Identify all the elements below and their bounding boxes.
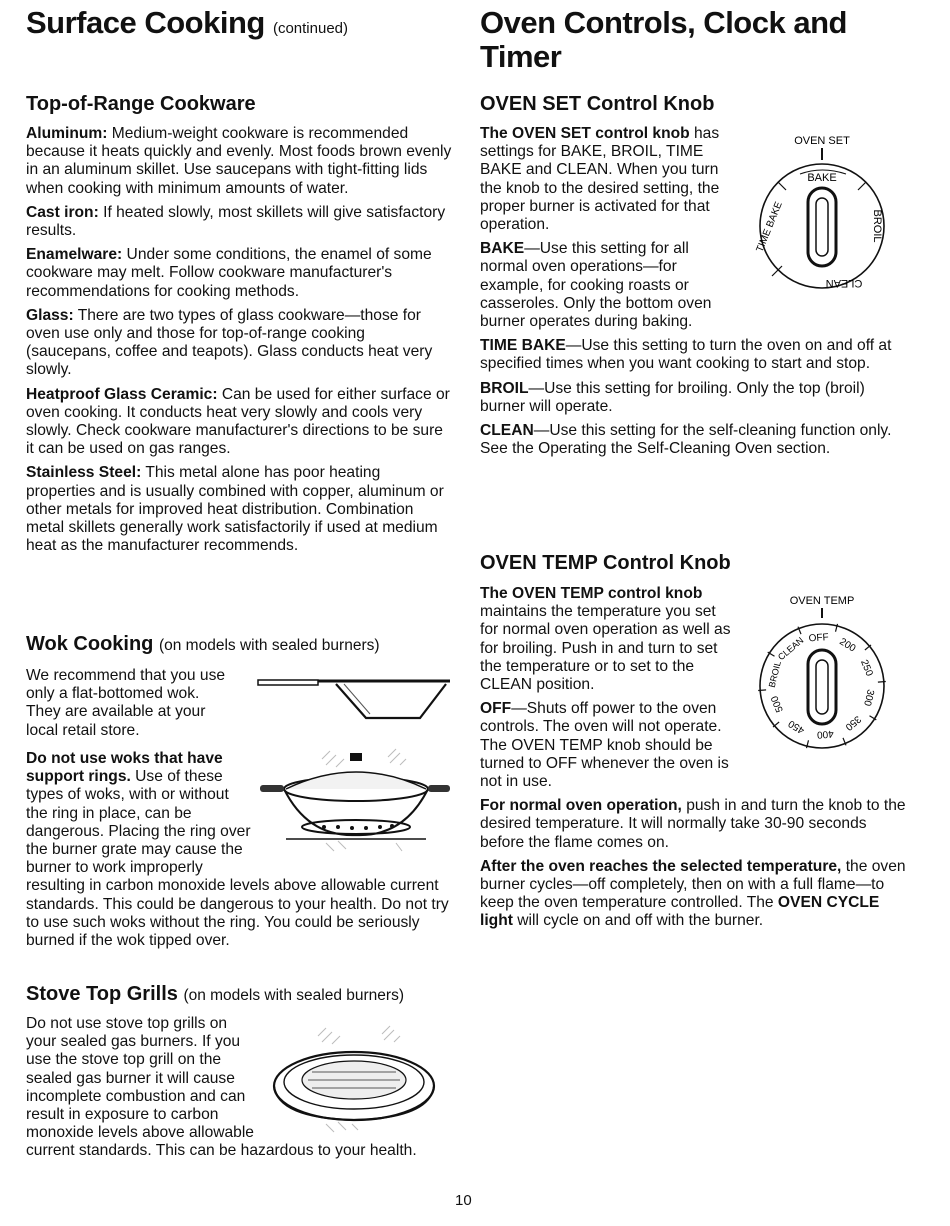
cookware-item-glass: Glass: There are two types of glass cookware—those for oven use only and those for top-of-range cooking (saucepans, coffee and teapots). Glass conducts heat very slowly. <box>26 306 433 379</box>
oven-temp-off: OFF—Shuts off power to the oven controls. The oven will not operate. The OVEN TEMP knob should be turned to OFF whenever the oven is not in use. <box>480 700 729 791</box>
oven-temp-intro: The OVEN TEMP control knob maintains the temperature you set for normal oven operation as well as for broiling. Push in and turn to set the temperature or to set to the CLEAN position. <box>480 585 731 694</box>
heading-oven-set-knob: OVEN SET Control Knob <box>480 93 715 115</box>
oven-temp-mark-off: OFF <box>808 632 830 645</box>
oven-temp-mark-broil: BROIL <box>766 659 783 689</box>
oven-set-knob-label: OVEN SET <box>794 135 850 147</box>
heading-wok-cooking: Wok Cooking (on models with sealed burners) <box>26 633 380 655</box>
oven-set-bake: BAKE—Use this setting for all normal oven operations—for example, for cooking roasts or casseroles. Only the bottom oven burner operates during baking. <box>480 240 712 331</box>
oven-temp-mark-400: 400 <box>816 727 834 740</box>
cookware-item-enamelware: Enamelware: Under some conditions, the enamel of some cookware may melt. Follow cookware manufacturer's recommendations for cooking methods. <box>26 246 432 300</box>
page-number: 10 <box>455 1192 472 1209</box>
oven-temp-normal-operation: For normal oven operation, push in and turn the knob to the desired temperature. It will normally take 30-90 seconds before the flame comes on. <box>480 797 906 851</box>
oven-set-knob-grip <box>808 188 836 266</box>
oven-temp-after-reaches: After the oven reaches the selected temperature, the oven burner cycles—off completely, then on with a full flame—to keep the oven temperature controlled. The OVEN CYCLE light will cycle on and off with the burner. <box>480 857 906 930</box>
cookware-item-cast-iron: Cast iron: If heated slowly, most skillets will give satisfactory results. <box>26 203 446 240</box>
oven-temp-knob-grip <box>808 650 836 724</box>
oven-set-mark-bake: BAKE <box>807 172 837 184</box>
oven-temp-mark-200: 200 <box>837 636 858 655</box>
oven-set-mark-time-bake: TIME BAKE <box>754 200 785 254</box>
cookware-item-glass-ceramic: Heatproof Glass Ceramic: Can be used for either surface or oven cooking. It conducts heat very slowly and cools very slowly. Check cookware manufacturer's directions to be sure it can be used on gas ranges. <box>26 385 450 458</box>
heading-top-of-range-cookware: Top-of-Range Cookware <box>26 93 256 115</box>
oven-temp-mark-250: 250 <box>858 658 875 678</box>
flat-bottom-wok-illustration <box>254 668 454 724</box>
oven-temp-mark-450: 450 <box>786 717 807 736</box>
oven-set-knob[interactable] <box>742 128 902 304</box>
oven-temp-knob-label: OVEN TEMP <box>789 595 855 607</box>
oven-set-broil: BROIL—Use this setting for broiling. Only the top (broil) burner will operate. <box>480 379 865 415</box>
oven-temp-tick <box>878 682 886 683</box>
oven-set-time-bake: TIME BAKE—Use this setting to turn the oven on and off at specified times when you want cooking to start and stop. <box>480 337 892 373</box>
oven-temp-knob[interactable] <box>742 588 902 760</box>
wok-warning: Do not use woks that have support rings. Use of these types of woks, with or without the ring in place, can be dangerous. Placing the ring over the burner grate may cause the burner to work improperly resulting in carbon monoxide levels above allowable current standards. This could be dangerous to your health. Do not try to use such woks without the ring. You could be seriously burned if the wok tipped over. <box>26 750 449 950</box>
section-title-oven-controls: Oven Controls, Clock and Timer <box>480 5 847 74</box>
section-title-surface-cooking <box>26 6 348 46</box>
oven-set-intro: The OVEN SET control knob has settings for BAKE, BROIL, TIME BAKE and CLEAN. When you turn the knob to the desired setting, the proper burner is activated for that operation. <box>480 125 720 234</box>
cookware-item-aluminum: Aluminum: Medium-weight cookware is recommended because it heats quickly and evenly. Most foods brown evenly in an aluminum skillet. Use saucepans with tight-fitting lids when cooking with minimum amounts of water. <box>26 125 452 197</box>
wok-paragraph: We recommend that you use only a flat-bottomed wok. They are available at your local retail store. <box>26 667 226 739</box>
oven-temp-tick <box>758 690 766 691</box>
heading-stove-top-grills: Stove Top Grills (on models with sealed burners) <box>26 983 404 1005</box>
title-note: (continued) <box>272 20 348 37</box>
ring-wok-illustration <box>256 745 456 865</box>
oven-temp-mark-300: 300 <box>861 688 876 707</box>
oven-set-clean: CLEAN—Use this setting for the self-cleaning function only. See the Operating the Self-Cleaning Oven section. <box>480 422 892 458</box>
oven-set-mark-clean: CLEAN <box>825 277 863 289</box>
cookware-list <box>26 125 452 555</box>
oven-set-mark-broil: BROIL <box>871 209 883 243</box>
stove-top-grill-illustration <box>256 1020 452 1140</box>
oven-temp-mark-clean: CLEAN <box>775 635 806 663</box>
grills-paragraph: Do not use stove top grills on your sealed gas burners. If you use the stove top grill on the sealed gas burner it will cause incomplete combustion and can result in exposure to carbon monoxide levels above allowable current standards. This can be hazardous to your health. <box>26 1015 417 1160</box>
cookware-item-stainless-steel: Stainless Steel: This metal alone has poor heating properties and is usually combined with copper, aluminum or other metals for improved heat distribution. Combination metal skillets generally work satisfactorily if used at medium heat as the manufacturer recommends. <box>26 464 444 555</box>
heading-oven-temp-knob: OVEN TEMP Control Knob <box>480 552 731 574</box>
title-text: Surface Cooking <box>26 5 265 40</box>
oven-temp-mark-350: 350 <box>842 713 863 733</box>
oven-temp-mark-500: 500 <box>769 694 786 714</box>
